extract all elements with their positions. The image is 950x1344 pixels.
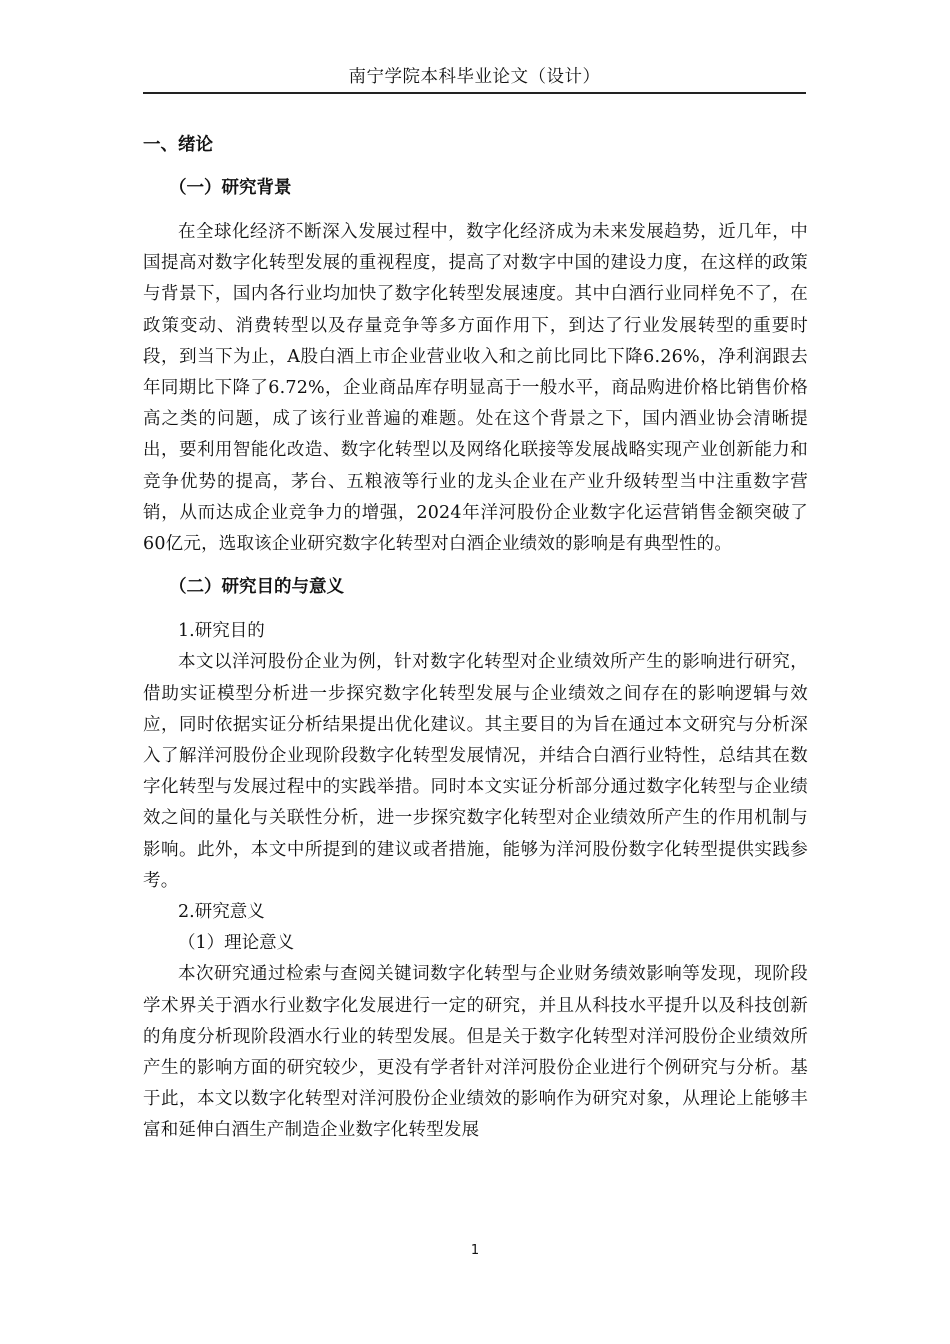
section-heading-background: （一）研究背景 [169,178,292,198]
header-rule [143,92,806,94]
theory-paragraph: 本次研究通过检索与查阅关键词数字化转型与企业财务绩效影响等发现，现阶段学术界关于酒水行业数字化发展进行一定的研究，并且从科技水平提升以及科技创新的角度分析现阶段酒水行业的转型发展。但是关于数字化转型对洋河股份企业绩效所产生的影响方面的研究较少，更没有学者针对洋河股份企业进行个例研究与分析。基于此，本文以数字化转型对洋河股份企业绩效的影响作为研究对象，从理论上能够丰富和延伸白酒生产制造企业数字化转型发展 [143,964,808,1141]
subheading-theory: （1）理论意义 [178,933,295,954]
subheading-goal: 1.研究目的 [178,621,265,642]
background-paragraph: 在全球化经济不断深入发展过程中，数字化经济成为未来发展趋势，近几年，中国提高对数字化转型发展的重视程度，提高了对数字中国的建设力度，在这样的政策与背景下，国内各行业均加快了数字化转型发展速度。其中白酒行业同样免不了，在政策变动、消费转型以及存量竞争等多方面作用下，到达了行业发展转型的重要时段，到当下为止，A股白酒上市企业营业收入和之前比同比下降6.26%，净利润跟去年同期比下降了6.72%，企业商品库存明显高于一般水平，商品购进价格比销售价格高之类的问题，成了该行业普遍的难题。处在这个背景之下，国内酒业协会清晰提出，要利用智能化改造、数字化转型以及网络化联接等发展战略实现产业创新能力和竞争优势的提高，茅台、五粮液等行业的龙头企业在产业升级转型当中注重数字营销，从而达成企业竞争力的增强，2024年洋河股份企业数字化运营销售金额突破了60亿元，选取该企业研究数字化转型对白酒企业绩效的影响是有典型性的。 [143,222,808,555]
running-header: 南宁学院本科毕业论文（设计） [348,67,601,87]
goal-paragraph: 本文以洋河股份企业为例，针对数字化转型对企业绩效所产生的影响进行研究，借助实证模型分析进一步探究数字化转型发展与企业绩效之间存在的影响逻辑与效应，同时依据实证分析结果提出优化建议。其主要目的为旨在通过本文研究与分析深入了解洋河股份企业现阶段数字化转型发展情况，并结合白酒行业特性，总结其在数字化转型与发展过程中的实践举措。同时本文实证分析部分通过数字化转型与企业绩效之间的量化与关联性分析，进一步探究数字化转型对企业绩效所产生的作用机制与影响。此外，本文中所提到的建议或者措施，能够为洋河股份数字化转型提供实践参考。 [143,652,808,891]
page-number: 1 [470,1243,480,1258]
section-heading-purpose: （二）研究目的与意义 [169,577,344,598]
chapter-heading: 一、绪论 [143,135,213,155]
page-body [143,129,808,1147]
subheading-significance: 2.研究意义 [178,902,265,923]
